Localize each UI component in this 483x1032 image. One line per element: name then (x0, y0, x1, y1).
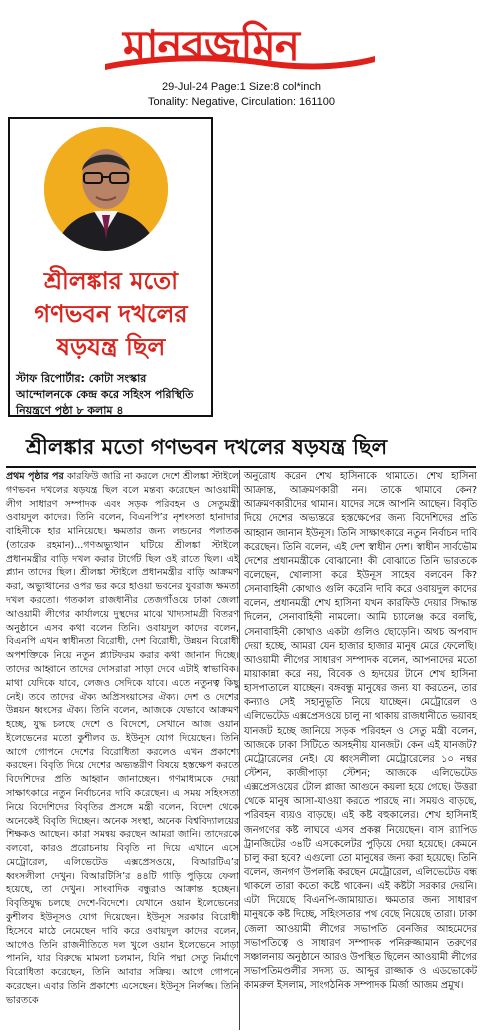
column-divider (239, 470, 240, 1030)
article-title: শ্রীলঙ্কার মতো গণভবন দখলের ষড়যন্ত্র ছিল (6, 428, 476, 468)
article-column-2 (244, 470, 477, 993)
article-column-1 (6, 470, 239, 1007)
person-portrait-icon (44, 127, 168, 251)
front-page-clip (8, 117, 213, 417)
article-intro: প্রথম পৃষ্ঠার পর (6, 471, 64, 482)
article-column-2-text: অনুরোধ করেন শেখ হাসিনাকে থামাতে। শেখ হাসিনা আক্রান্ত, আক্রমণকারী নন। তাকে থামাবে কেন? আক্রমণকারীদের থামান। যাদের সঙ্গে আপনি আছেন। বিবৃতি দিয়ে দেশের অভ্যন্তরে হস্তক্ষেপের জন্য বিদেশিদের প্রতি আহ্বান জানান ইউনূস। তিনি সাক্ষাৎকারে নতুন নির্বাচন দাবি করেছেন। তিনি বলেন, এই দেশ স্বাধীন দেশ। স্বাধীন সার্বভৌম দেশের প্রধানমন্ত্রীকে বোঝানো! কী বোঝাতে তিনি ভারতকে বলেছেন, খোলাসা করে ইউনূস সাহেব বলবেন কি? সেনাবাহিনী কোথাও গুলি করেনি দাবি করে ওবায়দুল কাদের বলেন, প্রধানমন্ত্রী শেখ হাসিনা যখন কারফিউ দেয়ার সিদ্ধান্ত দিলেন, সেনাবাহিনী নামলো। আমি চ্যালেঞ্জ করে বলছি, সেনাবাহিনী কোথাও একটা গুলিও ছোড়েনি। অথচ অপবাদ দেয়া হচ্ছে, আমরা যেন হাজার হাজার মানুষ মেরে ফেলেছি। আওয়ামী লীগের সাধারণ সম্পাদক বলেন, আপনাদের মতো মায়াকান্না করে নয়, বিবেক ও হৃদয়ের টানে শেখ হাসিনা হাসপাতালে যাচ্ছেন। বঙ্গবন্ধু মানুষের জন্য যা করতেন, তার কন্যাও সেই সহানুভূতি নিয়ে যাচ্ছেন। মেট্রোরেল ও এলিভেটেড এক্সপ্রেসওয়ে চালু না থাকায় রাজধানীতে ভয়াবহ যানজট হচ্ছে জানিয়ে সড়ক পরিবহন ও সেতু মন্ত্রী বলেন, আজকে ঢাকা সিটিতে অসহনীয় যানজট। কেন এই যানজট? মেট্রোরেলের নেই। যে ধ্বংসলীলা মেট্রোরেলের ১০ নম্বর স্টেশন, কাজীপাড়া স্টেশন; আজকে এলিভেটেড এক্সপ্রেসওয়ের টোল প্লাজা আগুনে কয়লা হয়ে গেছে। উত্তরা থেকে মানুষ আসা-যাওয়া করতে পারছে না। সময়ও বাড়ছে, পরিবহন ব্যয়ও বাড়ছে। এই কষ্ট বহুকালের। শেখ হাসিনাই জনগণের কষ্ট লাঘবে এসব প্রকল্প নিয়েছেন। বাস র‌্যাপিড ট্রানজিটের ৩৪টি এসকেলেটর পুড়িয়ে দেয়া হয়েছে। কেমনে চালু করা হবে? এগুলো তো মানুষের জন্য করা হয়েছে। তিনি বলেন, জনগণ উপলব্ধি করছেন মেট্রোরেল, এলিভেটেড বন্ধ থাকলে তারা কতো কষ্টে থাকেন। এই কষ্টটা সরকার দেয়নি। এটা দিয়েছে বিএনপি-জামায়াত। ক্ষমতার জন্য সাধারণ মানুষকে কষ্ট দিচ্ছে, সহিংসতার পথ বেছে নিয়েছে তারা। ঢাকা জেলা আওয়ামী লীগের সভাপতি বেনজির আহমেদের সভাপতিত্বে ও সাধারণ সম্পাদক পনিরুজ্জামান তরুণের সঞ্চালনায় অনুষ্ঠানে আরও উপস্থিত ছিলেন আওয়ামী লীগের সভাপতিমণ্ডলীর সদস্য ড. আব্দুর রাজ্জাক ও এডভোকেট কামরুল ইসলাম, সাংগঠনিক সম্পাদক মির্জা আজম প্রমুখ। (244, 471, 477, 992)
clip-meta-line2: Tonality: Negative, Circulation: 161100 (148, 96, 335, 108)
clip-byline: স্টাফ রিপোর্টার: (16, 372, 85, 385)
clip-meta-line1: 29-Jul-24 Page:1 Size:8 col*inch (162, 81, 321, 93)
article-column-1-text: কারফিউ জারি না করলে দেশে শ্রীলঙ্কা স্টাইলে গণভবন দখলের ষড়যন্ত্র ছিল বলে মন্তব্য করেছেন আওয়ামী লীগ সাধারণ সম্পাদক এবং সড়ক পরিবহন ও সেতুমন্ত্রী ওবায়দুল কাদের। তিনি বলেন, বিএনপি’র নৃশংসতা হানাদার বাহিনীকে হার মানিয়েছে। ক্ষমতার জন্য লন্ডনের পলাতক (তারেক রহমান)...গণঅভ্যুত্থান ঘটিয়ে শ্রীলঙ্কা স্টাইলে প্রধানমন্ত্রীর বাড়ি দখল করার টার্গেট ছিল ওই রাতে ছিল। এই প্ল্যান তাদের ছিল। শ্রীলঙ্কা স্টাইলে প্রধানমন্ত্রীর বাড়ি আক্রমণ করা, অভ্যুত্থানের ওপর ভর করে হাওয়া ভবনের যুবরাজ ক্ষমতা দখল করতো। গতকাল রাজধানীর তেজগাঁওয়ে ঢাকা জেলা আওয়ামী লীগের কার্যালয়ে দুস্থদের মাঝে খাদ্যসামগ্রী বিতরণ অনুষ্ঠানে এসব কথা বলেন তিনি। ওবায়দুল কাদের বলেন, বিএনপি এখন স্বাধীনতা বিরোধী, দেশ বিরোধী, উন্নয়ন বিরোধী অপশক্তিকে নিয়ে নতুন প্ল্যাটফরম করার কথা জানান দিচ্ছে। তাদের আহ্বানে তাদের দোসরারা সাড়া দেবে এটাই স্বাভাবিক। মাথা যেদিকে যাবে, লেজও সেদিকে যাবে। এতে নতুনত্ব কিছু নেই। তবে তাদের ঐক্য অপ্রিসংয়াসের ঐক্য। দেশ ও দেশের উন্নয়ন ধ্বংসের ঐক্য। তিনি বলেন, আজকে যেভাবে আক্রমণ হচ্ছে, যুদ্ধ চলছে দেশে ও বিদেশে, সেখানে আজ ওয়ান ইলেভেনের মতো কুশীলব ড. ইউনূস যোগ দিয়েছেন। তিনি আগে গোপনে দেশের বিরোধিতা করলেও এখন প্রকাশ্যে করছেন। বিবৃতি দিয়ে দেশের অভ্যন্তরীণ বিষয়ে হস্তক্ষেপ করতে বিদেশিদের প্রতি আহ্বান জানাচ্ছেন। গণমাধ্যমকে দেয়া সাক্ষাৎকারে নতুন নির্বাচনের দাবি করেছেন। এ সময় সহিংসতা নিয়ে বিদেশিদের বিবৃতির প্রসঙ্গে মন্ত্রী বলেন, বিদেশ থেকে অনেকেই বিবৃতি দিচ্ছেন। অনেক সংস্থা, অনেক বিশ্ববিদ্যালয়ের শিক্ষকও আছেন। কারা সমন্বয় করছেন আমরা জানি। তাদেরকে বলবো, কারও প্ররোচনায় বিবৃতি না দিয়ে এখানে এসে মেট্রোরেল, এলিভেটেড এক্সপ্রেসওয়ে, বিআরটিএ’র ধ্বংসলীলা দেখুন। বিআরটিসি’র ৪৪টি গাড়ি পুড়িয়ে ফেলা হয়েছে, তা দেখুন। সাংবাদিক বন্ধুরাও আক্রান্ত হচ্ছেন। বিবৃতিযুদ্ধ চলছে দেশে-বিদেশে। যেখানে ওয়ান ইলেভেনের কুশীলব ইউনূসও যোগ দিয়েছেন। ইউনূস সরকার বিরোধী হিসেবে মাঠে নেমেছেন দাবি করে ওবায়দুল কাদের বলেন, আগেও তিনি রাজনীতিতে দল খুলে ওয়ান ইলেভেনে সাড়া পাননি, যার বিরুদ্ধে মামলা চলমান, যিনি পদ্মা সেতু নির্মাণে বিরোধিতা করেছেন, তিনি আবার সক্রিয়। আগে গোপনে করেছেন। এবার তিনি প্রকাশ্যে এসেছেন। ইউনূস নির্লজ্জ। তিনি ভারতকে (6, 471, 239, 1006)
clip-lead-text: কোটা সংস্কার আন্দোলনকে কেন্দ্র করে সহিংস পরিস্থিতি নিয়ন্ত্রণে পৃষ্ঠা ৮ কলাম ৪ (16, 372, 194, 417)
masthead-title: মানবজমিন (123, 21, 299, 70)
masthead-logo (105, 20, 375, 72)
portrait-photo (44, 127, 168, 251)
clip-headline: শ্রীলঙ্কার মতো গণভবন দখলের ষড়যন্ত্র ছিল (34, 267, 188, 361)
clip-lead (16, 371, 206, 419)
